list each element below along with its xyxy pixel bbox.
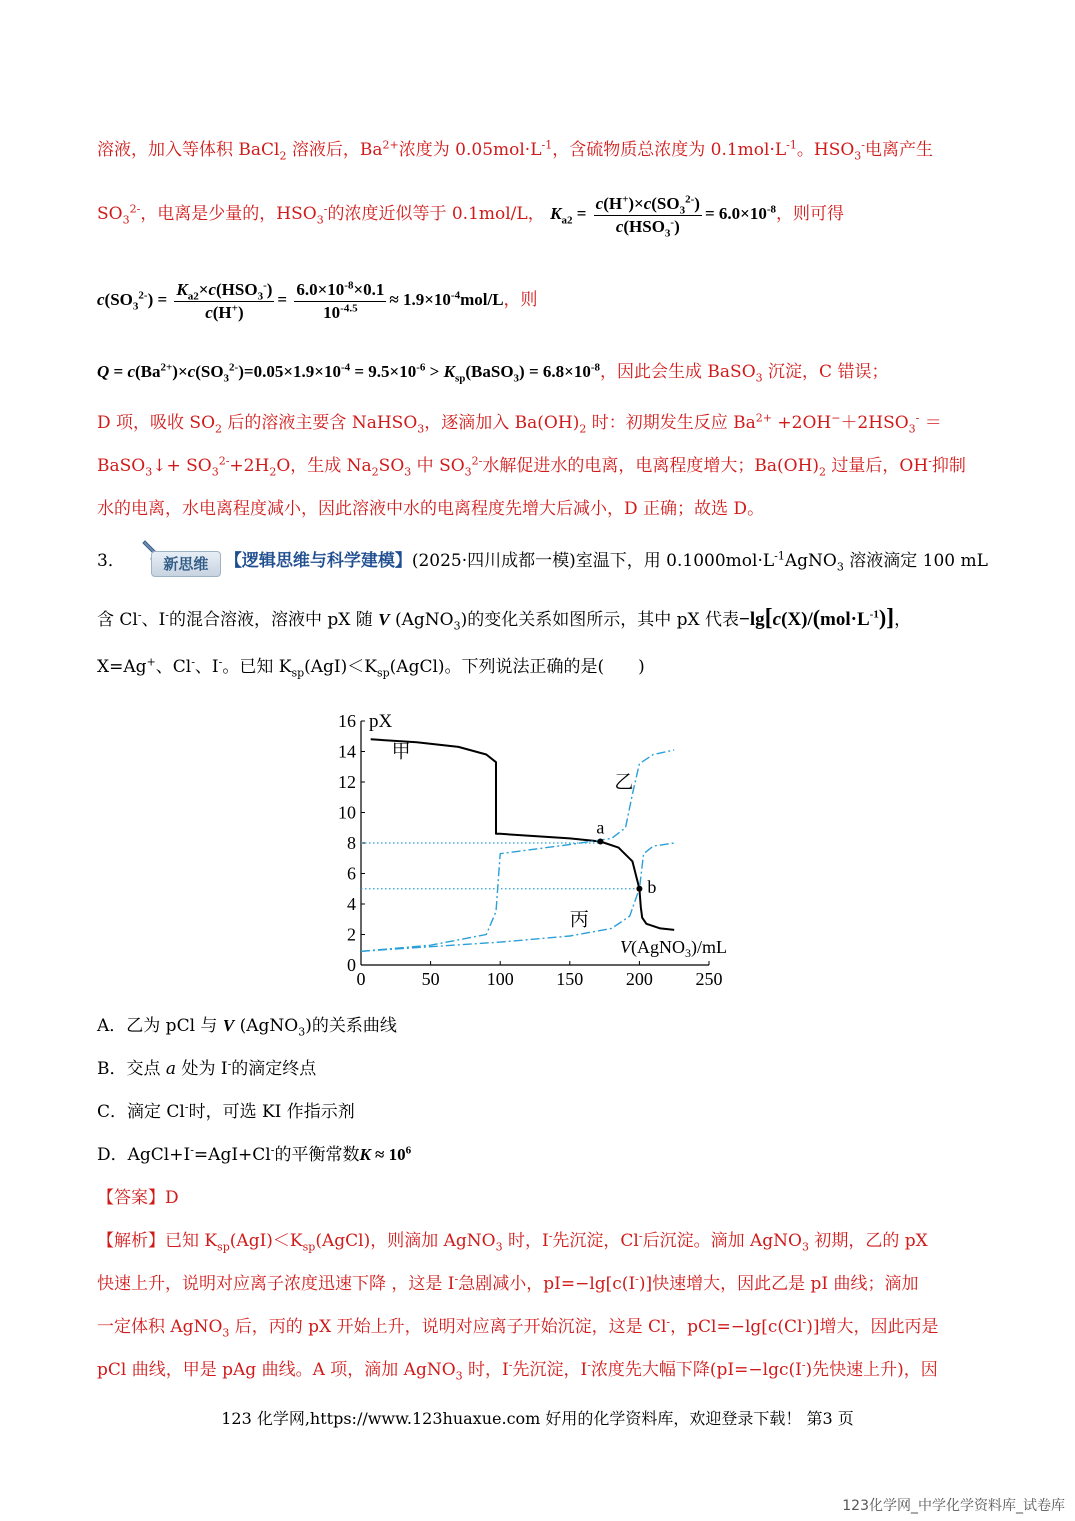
subscript: 2 xyxy=(215,422,223,436)
text: +2H xyxy=(229,456,270,476)
series-label: 甲 xyxy=(391,740,411,763)
subscript: 3 xyxy=(455,1369,463,1383)
question-3-line-1 xyxy=(97,546,988,577)
source: (2025·四川成都一模) xyxy=(411,551,576,571)
text: ＝ xyxy=(919,413,942,433)
superscript: - xyxy=(548,1229,553,1243)
text: C．滴定 Cl xyxy=(97,1102,185,1122)
text: O，生成 Na xyxy=(276,456,372,476)
subscript: 3 xyxy=(316,213,324,227)
text: (AgCl)。下列说法正确的是( ) xyxy=(389,657,645,677)
paragraph-line-7 xyxy=(97,497,764,521)
y-tick-label: 14 xyxy=(338,741,356,762)
titration-chart xyxy=(320,700,740,995)
x-tick-label: 50 xyxy=(421,969,440,989)
text: 溶液后，Ba xyxy=(286,140,383,160)
page-footer: 123 化学网,https://www.123huaxue.com 好用的化学资料库，欢迎登录下载！ 第3 页 xyxy=(221,1409,854,1428)
subscript: 3 xyxy=(145,465,153,479)
text: A．乙为 pCl 与 xyxy=(97,1016,223,1036)
text: ＋2HSO xyxy=(840,413,909,433)
text: 溶液滴定 100 mL xyxy=(843,551,988,571)
paragraph-line-5 xyxy=(97,411,942,435)
text: D 项，吸收 SO xyxy=(97,413,216,433)
subscript: 3 xyxy=(464,465,472,479)
text: ，pCl=−lg[c(Cl xyxy=(670,1317,803,1337)
text: 时，I xyxy=(462,1360,509,1380)
analysis-line-1 xyxy=(97,1229,928,1253)
x-tick-label: 200 xyxy=(625,969,653,989)
text: 含 Cl xyxy=(97,610,138,630)
subscript: 3 xyxy=(908,422,916,436)
superscript: 6 xyxy=(405,1144,412,1157)
answer-label: 【答案】 xyxy=(97,1188,165,1208)
superscript: -1 xyxy=(774,549,785,563)
superscript: - xyxy=(861,138,866,152)
y-tick-label: 0 xyxy=(347,955,356,975)
subscript: 3 xyxy=(453,619,461,633)
x-tick-label: 150 xyxy=(556,969,584,989)
text: a xyxy=(165,1059,177,1079)
text: 沉淀，C 错误； xyxy=(762,362,889,382)
text: AgNO xyxy=(784,551,837,571)
text: X=Ag xyxy=(97,657,147,677)
question-3-line-2 xyxy=(97,603,911,635)
superscript: - xyxy=(191,655,195,669)
text: ↓+ SO xyxy=(152,456,212,476)
superscript: - xyxy=(915,411,920,425)
superscript: -1 xyxy=(541,138,553,152)
text: ，则可得 xyxy=(776,204,844,224)
subscript: 3 xyxy=(122,213,130,227)
volume-symbol: V xyxy=(222,1016,235,1035)
superscript: - xyxy=(928,454,932,468)
text: (AgNO xyxy=(234,1016,299,1036)
y-axis-label: pX xyxy=(369,711,393,732)
subscript: sp xyxy=(302,1240,316,1254)
superscript: - xyxy=(635,1272,639,1286)
text: B．交点 xyxy=(97,1059,166,1079)
subscript: 3 xyxy=(298,1025,306,1039)
subscript: 3 xyxy=(854,149,862,163)
series-label: 丙 xyxy=(569,908,589,931)
text: )]快速增大，因此乙是 pI 曲线；滴加 xyxy=(638,1274,919,1294)
text: 的浓度近似等于 0.1mol/L， xyxy=(327,204,545,224)
option-c[interactable] xyxy=(97,1100,355,1124)
superscript: 2+ xyxy=(382,138,399,152)
point-label: a xyxy=(596,817,605,838)
text: 一定体积 AgNO xyxy=(97,1317,223,1337)
text: 浓度为 0.05mol·L xyxy=(398,140,542,160)
superscript: - xyxy=(137,608,142,622)
text: 水解促进水的电离，电离程度增大；Ba(OH) xyxy=(482,456,820,476)
y-tick-label: 16 xyxy=(338,711,356,731)
text: 后，丙的 pX 开始上升，说明对应离子开始沉淀，这是 Cl xyxy=(229,1317,667,1337)
text: 初期，乙的 pX xyxy=(808,1231,928,1251)
text: 中 SO xyxy=(411,456,465,476)
text: 时，I xyxy=(502,1231,549,1251)
text: 快速上升，说明对应离子浓度迅速下降 ，这是 I xyxy=(97,1274,455,1294)
new-thinking-badge xyxy=(139,547,221,577)
text: 。HSO xyxy=(796,140,855,160)
text: ，电离是少量的，HSO xyxy=(140,204,317,224)
option-d[interactable] xyxy=(97,1143,411,1167)
text: pCl 曲线，甲是 pAg 曲线。A 项，滴加 AgNO xyxy=(97,1360,456,1380)
subscript: 2 xyxy=(269,465,277,479)
x-tick-label: 0 xyxy=(356,969,366,989)
analysis-line-2 xyxy=(97,1272,919,1296)
text: 、Cl xyxy=(155,657,192,677)
superscript: - xyxy=(801,1358,806,1372)
badge-label: 新思维 xyxy=(151,551,221,577)
text: ，含硫物质总浓度为 0.1mol·L xyxy=(552,140,787,160)
superscript: - xyxy=(218,655,223,669)
y-tick-label: 8 xyxy=(347,833,356,853)
text: ， xyxy=(894,610,912,630)
superscript: 2- xyxy=(129,202,141,216)
x-axis-label: V(AgNO$_3$)/mL xyxy=(620,937,727,960)
paragraph-line-2 xyxy=(97,190,844,238)
text: 电离产生 xyxy=(865,140,934,160)
question-number: 3． xyxy=(97,551,125,571)
superscript: - xyxy=(638,1229,643,1243)
subscript: 3 xyxy=(211,465,219,479)
data-point-b xyxy=(636,886,642,892)
paragraph-line-3 xyxy=(97,275,538,325)
subscript: 3 xyxy=(417,422,425,436)
x-tick-label: 250 xyxy=(695,969,723,989)
superscript: - xyxy=(165,608,170,622)
text: 溶液，加入等体积 BaCl xyxy=(97,140,280,160)
text: BaSO xyxy=(97,456,146,476)
subscript: 3 xyxy=(836,560,844,574)
subscript: 2 xyxy=(279,149,287,163)
text: 时：初期发生反应 Ba xyxy=(586,413,756,433)
text: 时，可选 KI 作指示剂 xyxy=(188,1102,355,1122)
option-b[interactable] xyxy=(97,1057,316,1081)
series-label: 乙 xyxy=(614,771,634,793)
superscript: - xyxy=(802,1315,807,1329)
text: (AgI)＜K xyxy=(229,1231,303,1251)
subscript: 3 xyxy=(495,1240,503,1254)
text: K xyxy=(359,1145,371,1164)
superscript: - xyxy=(508,1358,513,1372)
text: ≈ 10 xyxy=(370,1145,406,1164)
superscript: - xyxy=(454,1272,459,1286)
text: ，则 xyxy=(503,290,538,310)
text: )的变化关系如图所示，其中 pX 代表 xyxy=(460,610,740,630)
text: 的混合溶液，溶液中 pX 随 xyxy=(169,610,379,630)
subscript: 3 xyxy=(222,1326,230,1340)
text: SO xyxy=(97,204,123,224)
text: 室温下，用 0.1000mol·L xyxy=(575,551,775,571)
paragraph-line-6 xyxy=(97,454,966,478)
paragraph-line-4 xyxy=(97,360,888,384)
text: 处为 I xyxy=(176,1059,228,1079)
ka2-equation: $K_{a2}$ = $\frac{c(H^+)\times c(SO_3^{2-})}{c(HSO_3^-)}$ = $6.0\times 10^{-8}$ xyxy=(550,192,776,239)
text: 浓度先大幅下降(pI=−lgc(I xyxy=(590,1360,802,1380)
text: (AgNO xyxy=(389,610,454,630)
px-definition-formula: $-\lg[c(X)/(mol\cdot L^{-1})]$ xyxy=(739,605,895,631)
superscript: 2+ xyxy=(755,411,772,425)
option-a[interactable] xyxy=(97,1014,397,1038)
text: =AgI+Cl xyxy=(193,1145,271,1165)
y-tick-label: 12 xyxy=(338,772,356,792)
subscript: 2 xyxy=(819,465,827,479)
point-label: b xyxy=(647,876,657,897)
data-point-a xyxy=(597,838,603,844)
y-tick-label: 4 xyxy=(347,894,356,914)
text: 的滴定终点 xyxy=(231,1059,317,1079)
superscript: - xyxy=(190,1143,194,1157)
so3-concentration-equation: $c(SO_3^{2-})$ = $\frac{K_{a2}\times c(HSO_3^-)}{c(H^+)}$ = $\frac{6.0\times 10^{-8}\times 0.1}{10^{-4.5}}$ ≈ $1.9\times 10^{-4}mol/L$ xyxy=(97,278,504,322)
answer-line xyxy=(97,1186,179,1210)
series-curve-丙 xyxy=(361,843,674,951)
superscript: + xyxy=(146,655,156,669)
analysis-line-4 xyxy=(97,1358,938,1382)
text: 、I xyxy=(194,657,219,677)
volume-symbol: V xyxy=(378,610,390,629)
text: 、I xyxy=(141,610,166,630)
series-curve-甲 xyxy=(371,739,675,930)
paragraph-line-1 xyxy=(97,138,933,162)
text: 。已知 K xyxy=(222,657,292,677)
text: )]增大，因此丙是 xyxy=(806,1317,939,1337)
superscript: - xyxy=(666,1315,671,1329)
subscript: sp xyxy=(217,1240,230,1254)
text: )先快速上升)，因 xyxy=(805,1360,938,1380)
text: +2OH xyxy=(771,413,832,433)
analysis-line-3 xyxy=(97,1315,939,1339)
text: (AgI)＜K xyxy=(304,657,377,677)
answer-value: D xyxy=(165,1188,179,1208)
superscript: - xyxy=(323,202,328,216)
text: (AgCl)，则滴加 AgNO xyxy=(315,1231,496,1251)
text: 后沉淀。滴加 AgNO xyxy=(642,1231,802,1251)
text: 过量后，OH xyxy=(826,456,929,476)
x-tick-label: 100 xyxy=(486,969,514,989)
text: 抑制 xyxy=(931,456,966,476)
subscript: sp xyxy=(291,666,305,680)
text: 急剧减小，pI=−lg[c(I xyxy=(458,1274,636,1294)
text: D．AgCl+I xyxy=(97,1145,191,1165)
superscript: 2- xyxy=(471,454,483,468)
y-tick-label: 6 xyxy=(347,863,356,884)
text: 【解析】已知 K xyxy=(97,1231,218,1251)
watermark: 123化学网_中学化学资料库_试卷库 xyxy=(842,1498,1065,1514)
text: 先沉淀，Cl xyxy=(552,1231,639,1251)
superscript: - xyxy=(587,1358,591,1372)
subscript: sp xyxy=(376,666,390,680)
superscript: 2- xyxy=(218,454,230,468)
subscript: 3 xyxy=(801,1240,809,1254)
text: ，因此会生成 BaSO xyxy=(600,362,756,382)
text: 后的溶液主要含 NaHSO xyxy=(222,413,418,433)
subscript: 2 xyxy=(371,465,379,479)
superscript: - xyxy=(270,1143,275,1157)
y-tick-label: 2 xyxy=(347,924,356,945)
text: )的关系曲线 xyxy=(305,1016,397,1036)
text: SO xyxy=(378,456,405,476)
subscript: 3 xyxy=(404,465,412,479)
subscript: 3 xyxy=(755,371,763,385)
superscript: -1 xyxy=(786,138,797,152)
superscript: - xyxy=(184,1100,189,1114)
question-3-line-3 xyxy=(97,655,645,679)
superscript: - xyxy=(227,1057,232,1071)
subscript: 2 xyxy=(579,422,587,436)
text: 水的电离，水电离程度减小，因此溶液中水的电离程度先增大后减小，D 正确；故选 D。 xyxy=(97,499,765,519)
q-equation: $Q = c(Ba^{2+})\times c(SO_3^{2-})=0.05\times 1.9\times 10^{-4} = 9.5\times 10^{-6}$ > $K_{sp}(BaSO_3) = 6.8\times 10^{-8}$ xyxy=(97,361,601,385)
text: ，逐滴加入 Ba(OH) xyxy=(424,413,580,433)
y-tick-label: 10 xyxy=(338,802,356,823)
topic-tag: 【逻辑思维与科学建模】 xyxy=(224,551,412,571)
superscript: − xyxy=(831,411,841,425)
text: 先沉淀，I xyxy=(512,1360,588,1380)
text: 的平衡常数 xyxy=(274,1145,360,1165)
